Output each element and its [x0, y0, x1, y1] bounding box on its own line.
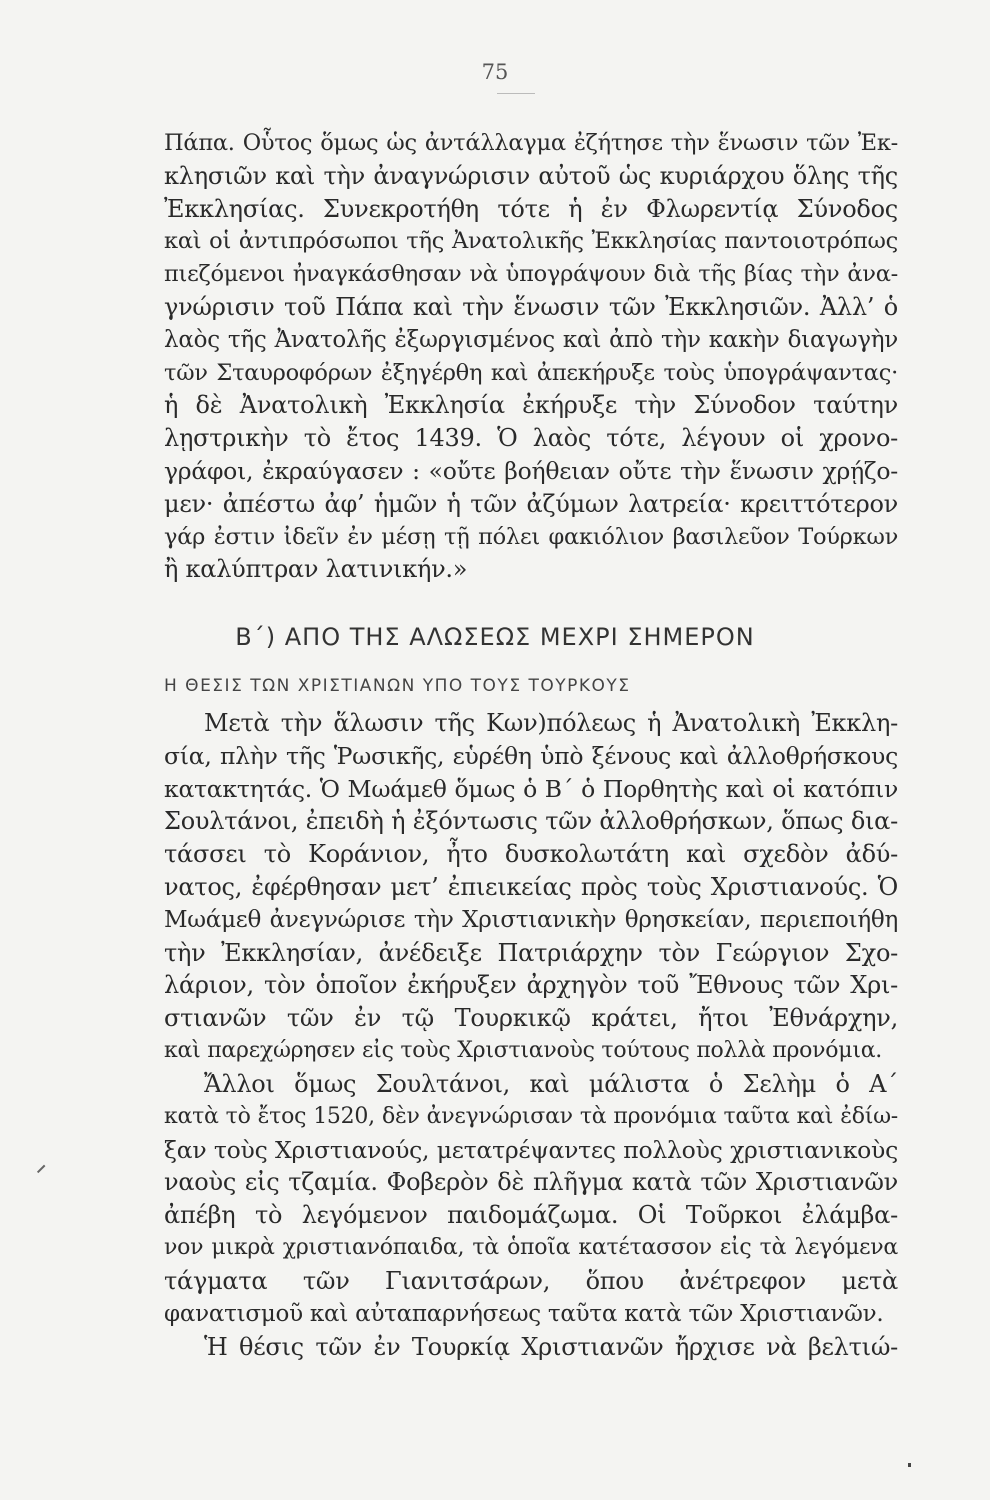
text-line: τὴν Ἐκκλησίαν, ἀνέδειξε Πατριάρχην τὸν Γεώργιον Σχο- — [164, 938, 898, 967]
text-line: τάσσει τὸ Κοράνιον, ἦτο δυσκολωτάτη καὶ σχεδὸν ἀδύ- — [164, 840, 898, 869]
page-number: 75 — [481, 60, 509, 84]
text-line: λάριον, τὸν ὁποῖον ἐκήρυξεν ἀρχηγὸν τοῦ Ἔθνους τῶν Χρι- — [164, 971, 898, 1000]
text-line: γράφοι, ἐκραύγασεν : «οὔτε βοήθειαν οὔτε τὴν ἕνωσιν χρῄζο- — [164, 456, 898, 485]
paragraph-2 — [164, 707, 898, 1068]
text-line: τῶν Σταυροφόρων ἐξηγέρθη καὶ ἀπεκήρυξε τοὺς ὑπογράψαντας· — [164, 359, 898, 386]
text-line: ἢ καλύπτραν λατινικήν.» — [164, 555, 468, 584]
text-line: ναοὺς εἰς τζαμία. Φοβερὸν δὲ πλῆγμα κατὰ τῶν Χριστιανῶν — [164, 1168, 898, 1197]
text-line: νον μικρὰ χριστιανόπαιδα, τὰ ὁποῖα κατέτασσον εἰς τὰ λεγόμενα — [164, 1234, 898, 1260]
margin-dot — [908, 1463, 911, 1467]
page-number-underline — [497, 93, 535, 94]
text-line: λαὸς τῆς Ἀνατολῆς ἐξωργισμένος καὶ ἀπὸ τὴν κακὴν διαγωγὴν — [164, 326, 898, 353]
text-line: Ἄλλοι ὅμως Σουλτάνοι, καὶ μάλιστα ὁ Σελὴμ ὁ Α΄ — [204, 1070, 898, 1098]
text-line: σία, πλὴν τῆς Ῥωσικῆς, εὑρέθη ὑπὸ ξένους καὶ ἀλλοθρήσκους — [164, 741, 898, 770]
text-line: γνώρισιν τοῦ Πάπα καὶ τὴν ἕνωσιν τῶν Ἐκκλησιῶν. Ἀλλ’ ὁ — [164, 292, 898, 321]
text-line: στιανῶν τῶν ἐν τῷ Τουρκικῷ κράτει, ἤτοι Ἐθνάρχην, — [164, 1004, 898, 1033]
text-line: ξαν τοὺς Χριστιανούς, μετατρέψαντες πολλοὺς χριστιανικοὺς — [164, 1135, 898, 1164]
text-line: κλησιῶν καὶ τὴν ἀναγνώρισιν αὐτοῦ ὡς κυριάρχου ὅλης τῆς — [164, 161, 898, 190]
text-line: γάρ ἐστιν ἰδεῖν ἐν μέσῃ τῇ πόλει φακιόλιον βασιλεῦον Τούρκων — [164, 523, 898, 550]
text-line: ἀπέβη τὸ λεγόμενον παιδομάζωμα. Οἱ Τοῦρκοι ἐλάμβα- — [164, 1201, 898, 1230]
subsection-heading: Η ΘΕΣΙΣ ΤΩΝ ΧΡΙΣΤΙΑΝΩΝ ΥΠΟ ΤΟΥΣ ΤΟΥΡΚΟΥΣ — [164, 676, 631, 696]
text-line: πιεζόμενοι ἠναγκάσθησαν νὰ ὑπογράψουν διὰ τῆς βίας τὴν ἀνα- — [164, 261, 898, 288]
text-line: φανατισμοῦ καὶ αὐταπαρνήσεως ταῦτα κατὰ τῶν Χριστιανῶν. — [164, 1300, 884, 1327]
text-line: κατακτητάς. Ὁ Μωάμεθ ὅμως ὁ Β΄ ὁ Πορθητὴς καὶ οἱ κατόπιν — [164, 774, 898, 803]
margin-mark — [37, 1165, 45, 1173]
text-line: Ἐκκλησίας. Συνεκροτήθη τότε ἡ ἐν Φλωρεντίᾳ Σύνοδος — [164, 194, 898, 223]
text-line: καὶ παρεχώρησεν εἰς τοὺς Χριστιανοὺς τούτους πολλὰ προνόμια. — [164, 1037, 883, 1063]
text-line: καὶ οἱ ἀντιπρόσωποι τῆς Ἀνατολικῆς Ἐκκλησίας παντοιοτρόπως — [164, 228, 898, 255]
paragraph-1 — [164, 127, 898, 586]
text-line: Σουλτάνοι, ἐπειδὴ ἡ ἐξόντωσις τῶν ἀλλοθρήσκων, ὅπως δια- — [164, 807, 898, 836]
text-line: Μετὰ τὴν ἅλωσιν τῆς Κων)πόλεως ἡ Ἀνατολικὴ Ἐκκλη- — [204, 709, 898, 737]
paragraph-3 — [164, 1068, 898, 1330]
text-line: Μωάμεθ ἀνεγνώρισε τὴν Χριστιανικὴν θρησκείαν, περιεποιήθη — [164, 906, 898, 933]
section-heading: Β΄) ΑΠΟ ΤΗΣ ΑΛΩΣΕΩΣ ΜΕΧΡΙ ΣΗΜΕΡΟΝ — [235, 623, 755, 651]
text-line: μεν· ἀπέστω ἀφ’ ἡμῶν ἡ τῶν ἀζύμων λατρεία· κρειττότερον — [164, 489, 898, 518]
text-line: τάγματα τῶν Γιανιτσάρων, ὅπου ἀνέτρεφον μετὰ — [164, 1266, 898, 1295]
text-line: Ἡ θέσις τῶν ἐν Τουρκίᾳ Χριστιανῶν ἤρχισε νὰ βελτιώ- — [204, 1333, 898, 1361]
text-line: λῃστρικὴν τὸ ἔτος 1439. Ὁ λαὸς τότε, λέγουν οἱ χρονο- — [164, 424, 898, 453]
text-line: νατος, ἐφέρθησαν μετ’ ἐπιεικείας πρὸς τοὺς Χριστιανούς. Ὁ — [164, 872, 898, 901]
paragraph-4 — [164, 1331, 898, 1364]
text-line: Πάπα. Οὗτος ὅμως ὡς ἀντάλλαγμα ἐζήτησε τὴν ἕνωσιν τῶν Ἐκ- — [164, 130, 898, 156]
text-line: ἡ δὲ Ἀνατολικὴ Ἐκκλησία ἐκήρυξε τὴν Σύνοδον ταύτην — [164, 391, 898, 420]
text-line: κατὰ τὸ ἔτος 1520, δὲν ἀνεγνώρισαν τὰ προνόμια ταῦτα καὶ ἐδίω- — [164, 1103, 898, 1129]
